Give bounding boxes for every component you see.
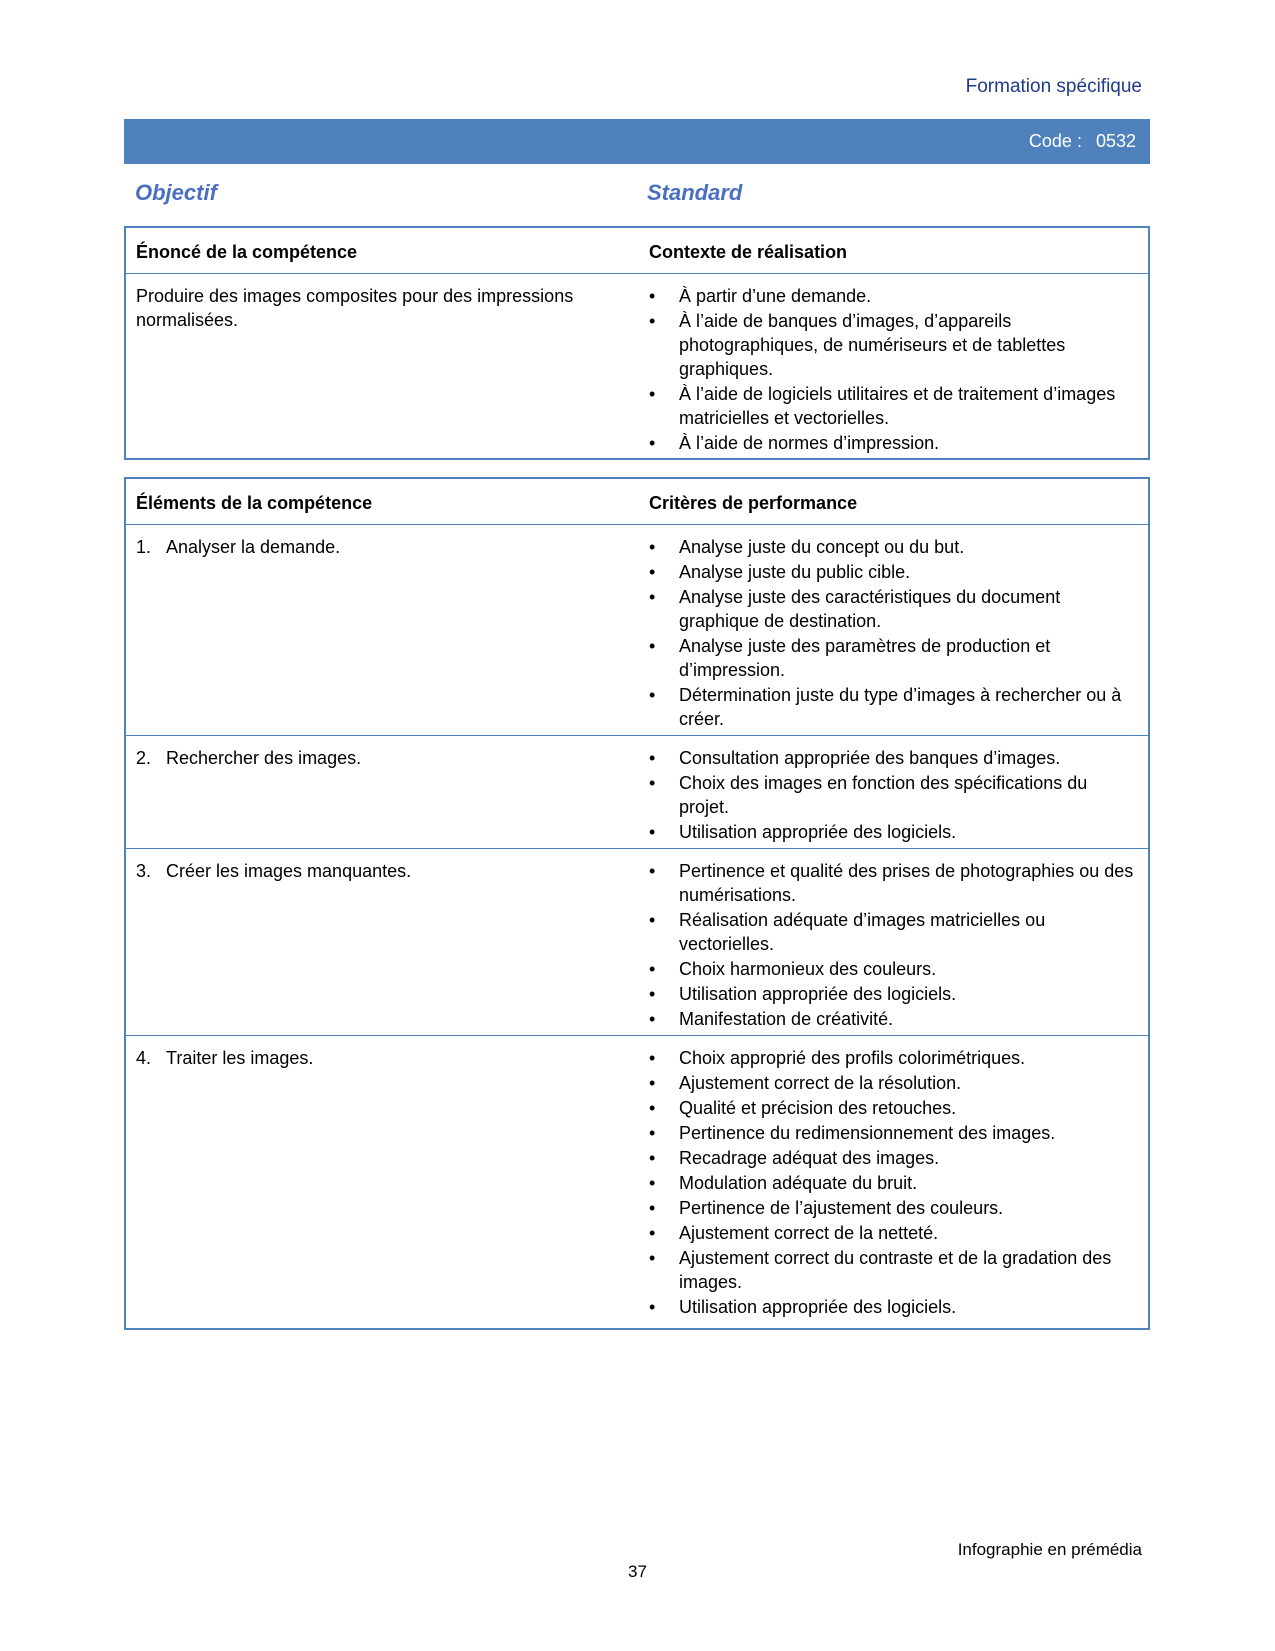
list-item: • Analyse juste des caractéristiques du document graphique de destination. [649, 585, 1139, 633]
criteria-list [649, 859, 1139, 1031]
code-bar [124, 119, 1150, 164]
list-item: • Manifestation de créativité. [649, 1007, 1139, 1031]
element-item [136, 535, 616, 559]
element-number: 4. [136, 1048, 152, 1068]
list-item: • À l’aide de logiciels utilitaires et de traitement d’images matricielles et vectorielles. [649, 382, 1139, 430]
criteria-list [649, 1046, 1139, 1319]
element-text: Créer les images manquantes. [166, 861, 412, 881]
element-number: 2. [136, 748, 152, 768]
elements-header: Éléments de la compétence [136, 493, 373, 513]
element-item [136, 746, 616, 770]
element-number: 3. [136, 861, 152, 881]
list-item: • À l’aide de banques d’images, d’appareils photographiques, de numériseurs et de tablettes graphiques. [649, 309, 1139, 381]
competence-statement: Produire des images composites pour des impressions normalisées. [136, 286, 574, 330]
document-header-title: Formation spécifique [965, 76, 1142, 97]
list-item: • Analyse juste du public cible. [649, 560, 1139, 584]
criteria-list [649, 746, 1139, 844]
element-text: Traiter les images. [166, 1048, 314, 1068]
list-item: • Modulation adéquate du bruit. [649, 1171, 1139, 1195]
list-item: • Détermination juste du type d’images à rechercher ou à créer. [649, 683, 1139, 731]
list-item: • Pertinence et qualité des prises de photographies ou des numérisations. [649, 859, 1139, 907]
list-item: • Utilisation appropriée des logiciels. [649, 820, 1139, 844]
list-item: • Utilisation appropriée des logiciels. [649, 982, 1139, 1006]
context-header: Contexte de réalisation [649, 242, 848, 262]
list-item: • Pertinence du redimensionnement des images. [649, 1121, 1139, 1145]
list-item: • Analyse juste des paramètres de production et d’impression. [649, 634, 1139, 682]
competence-row [126, 274, 1148, 459]
objectif-title: Objectif [135, 180, 217, 205]
competence-table-header [126, 228, 1148, 274]
criteria-list [649, 535, 1139, 731]
statement-header: Énoncé de la compétence [136, 242, 358, 262]
list-item: • Ajustement correct de la résolution. [649, 1071, 1139, 1095]
list-item: • Ajustement correct du contraste et de la gradation des images. [649, 1246, 1139, 1294]
list-item: • Pertinence de l’ajustement des couleurs. [649, 1196, 1139, 1220]
element-item [136, 859, 616, 883]
elements-table [124, 477, 1150, 1330]
list-item: • Utilisation appropriée des logiciels. [649, 1295, 1139, 1319]
element-text: Analyser la demande. [166, 537, 341, 557]
standard-title: Standard [647, 180, 743, 205]
elements-table-header [126, 479, 1148, 525]
element-text: Rechercher des images. [166, 748, 362, 768]
list-item: • À l’aide de normes d’impression. [649, 431, 1139, 455]
list-item: • Recadrage adéquat des images. [649, 1146, 1139, 1170]
element-number: 1. [136, 537, 152, 557]
table-row [126, 736, 1148, 849]
list-item: • Choix harmonieux des couleurs. [649, 957, 1139, 981]
element-item [136, 1046, 616, 1070]
list-item: • Réalisation adéquate d’images matricielles ou vectorielles. [649, 908, 1139, 956]
criteria-header: Critères de performance [649, 493, 858, 513]
code-label: Code : [1028, 131, 1082, 151]
list-item: • Ajustement correct de la netteté. [649, 1221, 1139, 1245]
list-item: • Qualité et précision des retouches. [649, 1096, 1139, 1120]
table-row [126, 849, 1148, 1036]
list-item: • Analyse juste du concept ou du but. [649, 535, 1139, 559]
table-row [126, 525, 1148, 736]
list-item: • Choix des images en fonction des spécifications du projet. [649, 771, 1139, 819]
footer-program: Infographie en prémédia [957, 1540, 1142, 1559]
table-row [126, 1036, 1148, 1329]
list-item: • Choix approprié des profils colorimétriques. [649, 1046, 1139, 1070]
competence-table [124, 226, 1150, 460]
page-number: 37 [628, 1562, 647, 1581]
list-item: • À partir d’une demande. [649, 284, 1139, 308]
section-titles [135, 180, 1155, 210]
list-item: • Consultation appropriée des banques d’images. [649, 746, 1139, 770]
code-value: 0532 [1095, 131, 1136, 151]
context-list [649, 284, 1139, 455]
